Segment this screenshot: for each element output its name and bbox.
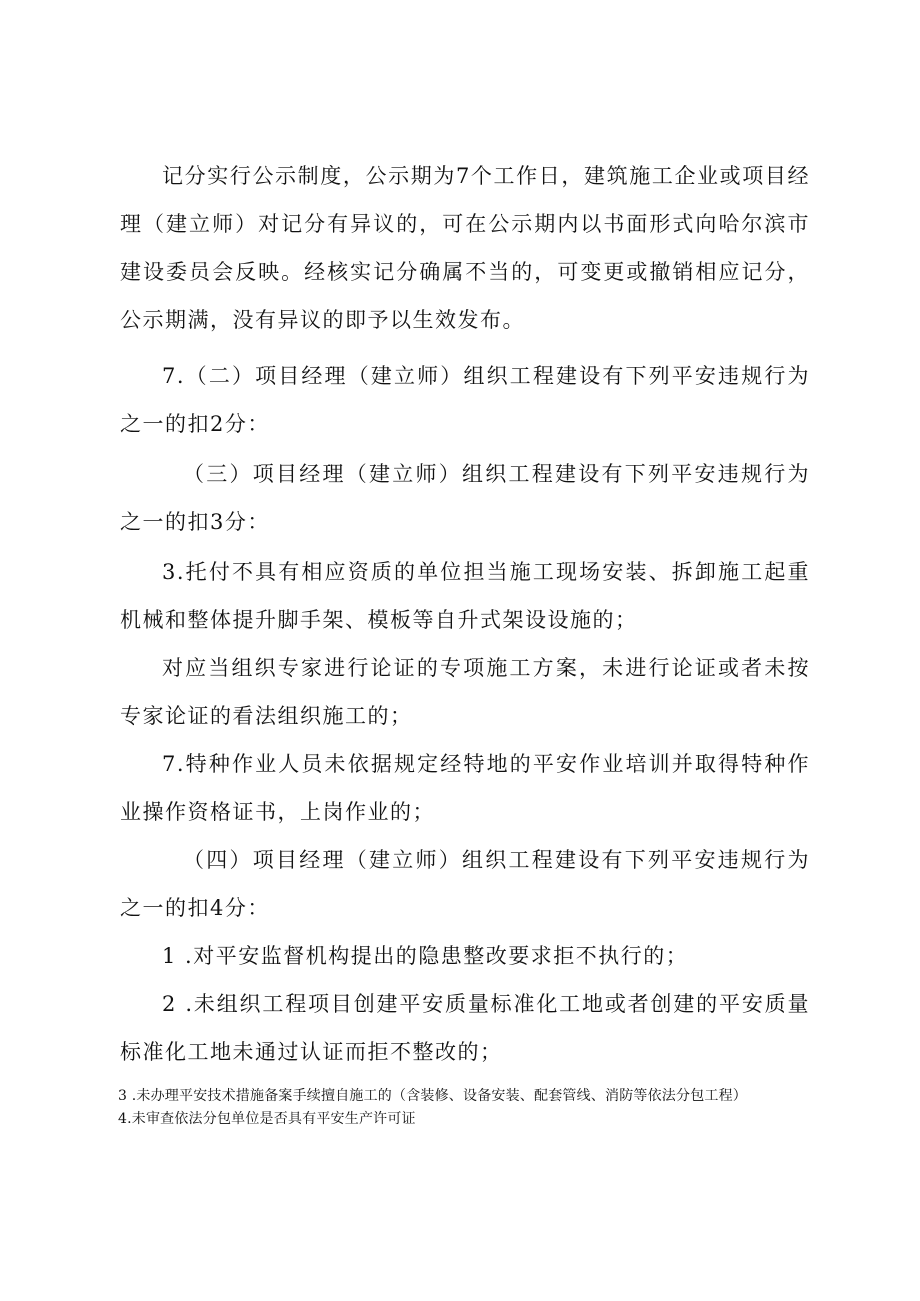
paragraph-item-1-rectification: 1 .对平安监督机构提出的隐患整改要求拒不执行的； <box>162 944 689 968</box>
footnote-item-3: 3 .未办理平安技术措施备案手续擅自施工的（含装修、设备安装、配套管线、消防等依法分包工程） <box>118 1088 748 1104</box>
paragraph-item-3-lifting-machinery: 3.托付不具有相应资质的单位担当施工现场安装、拆卸施工起重机械和整体提升脚手架、模板等自升式架设设施的； <box>120 560 810 632</box>
paragraph-section-deduct-3: （三）项目经理（建立师）组织工程建设有下列平安违规行为之一的扣3分： <box>120 462 810 534</box>
paragraph-item-7-special-operators: 7.特种作业人员未依据规定经特地的平安作业培训并取得特种作业操作资格证书，上岗作业的； <box>120 752 810 824</box>
paragraph-item-2-standardization: 2 .未组织工程项目创建平安质量标准化工地或者创建的平安质量标准化工地未通过认证而拒不整改的； <box>120 992 810 1064</box>
paragraph-item-deduct-2: 7.（二）项目经理（建立师）组织工程建设有下列平安违规行为之一的扣2分： <box>120 364 810 436</box>
paragraph-expert-review: 对应当组织专家进行论证的专项施工方案，未进行论证或者未按专家论证的看法组织施工的； <box>120 656 810 728</box>
paragraph-scoring-publicity: 记分实行公示制度，公示期为7个工作日，建筑施工企业或项目经理（建立师）对记分有异议的，可在公示期内以书面形式向哈尔滨市建设委员会反映。经核实记分确属不当的，可变更或撤销相应记分，公示期满，没有异议的即予以生效发布。 <box>120 164 810 332</box>
footnote-item-4: 4.未审查依法分包单位是否具有平安生产许可证 <box>118 1111 416 1127</box>
paragraph-section-deduct-4: （四）项目经理（建立师）组织工程建设有下列平安违规行为之一的扣4分： <box>120 848 810 920</box>
